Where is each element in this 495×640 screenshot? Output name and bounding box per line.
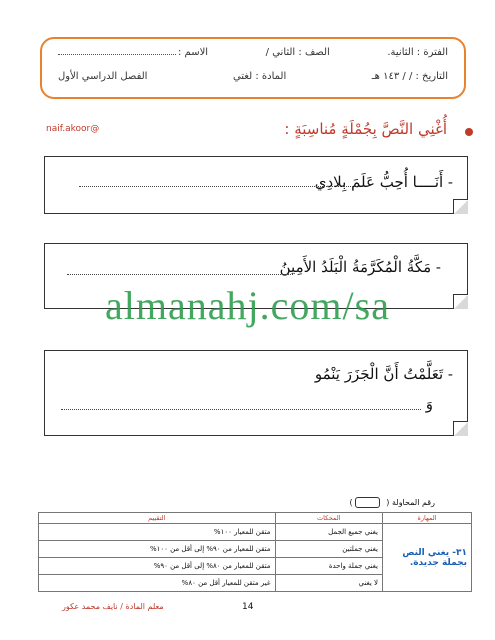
answer-line-2[interactable] (67, 274, 293, 275)
name-dotted-line (58, 54, 176, 55)
answer-line-1[interactable] (79, 186, 359, 187)
table-row (39, 524, 472, 541)
question-3-text: - تَعَلَّمْتُ أَنَّ الْجَزَرَ يَنْمُو (314, 365, 453, 383)
rubric-header-row (39, 513, 472, 524)
task-title: أُغْنِي النَّصَّ بِجُمْلَةٍ مُناسِبَةٍ : (284, 120, 447, 138)
name-label: الاسم : (178, 47, 209, 58)
rubric-table (38, 512, 472, 592)
header-row-1 (42, 47, 464, 58)
question-1-text: - أَنَــــا أُحِبُّ عَلَمَ بِلادِي (314, 173, 453, 191)
semester-label: الفصل الدراسي الأول (58, 71, 148, 82)
subject-label: المادة : لغتي (232, 71, 287, 82)
rubric-criterion: يغني جملة واحدة (275, 558, 382, 575)
teacher-email: naif.akoor@ (46, 124, 100, 134)
rubric-criterion: لا يغني (275, 575, 382, 592)
attempt-box[interactable] (355, 497, 380, 508)
rubric-rating: متقن للمعيار ١٠٠% (39, 524, 276, 541)
question-3-line2: وَ (425, 395, 433, 413)
header-box (40, 37, 466, 99)
teacher-name: معلم المادة / نايف محمد عكور (62, 602, 164, 611)
attempt-close: ) (349, 498, 353, 507)
date-label: التاريخ : / / ١٤٣ هـ (371, 71, 448, 82)
header-row-2 (42, 71, 464, 82)
rubric-header-criteria: المحكات (275, 513, 382, 524)
page-number: 14 (242, 602, 254, 612)
rubric-rating: متقن للمعيار من ٩٠% إلى أقل من ١٠٠% (39, 541, 276, 558)
attempt-label: رقم المحاولة ( (386, 498, 435, 507)
attempt-number (350, 497, 435, 508)
watermark: almanahj.com/sa (105, 283, 390, 328)
rubric-criterion: يغني جميع الجمل (275, 524, 382, 541)
rubric-header-rating: التقييم (39, 513, 276, 524)
period-label: الفترة : الثانية. (387, 47, 448, 58)
question-box-1 (44, 156, 468, 214)
answer-line-3[interactable] (61, 409, 421, 410)
name-field (58, 47, 208, 58)
bullet-icon (465, 128, 473, 136)
rubric-rating: غير متقن للمعيار أقل من ٨٠% (39, 575, 276, 592)
rubric-rating: متقن للمعيار من ٨٠% إلى أقل من ٩٠% (39, 558, 276, 575)
rubric-criterion: يغني جملتين (275, 541, 382, 558)
rubric-skill: ٣١- يغني النص بجملة جديدة. (383, 524, 472, 592)
rubric-header-skill: المهارة (383, 513, 472, 524)
question-2-text: - مَكَّةُ الْمُكَرَّمَةُ الْبَلَدُ الأَمِينُ (279, 258, 441, 276)
grade-label: الصف : الثاني / (265, 47, 330, 58)
question-box-3 (44, 350, 468, 436)
